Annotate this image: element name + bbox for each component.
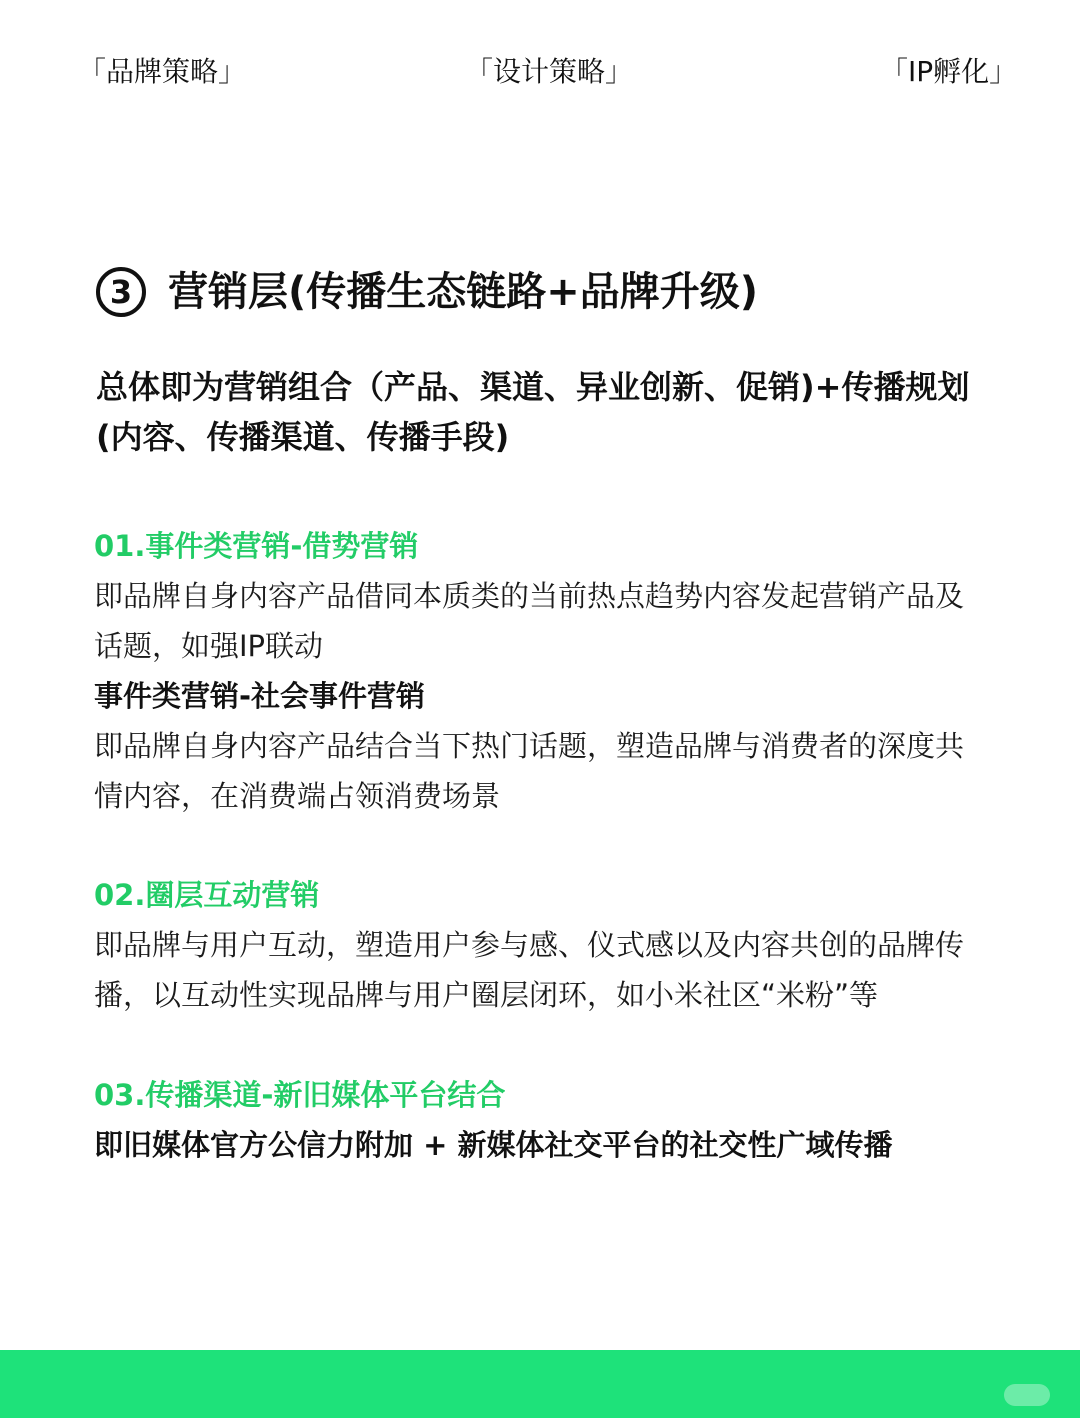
body-line: 情内容，在消费端占领消费场景 [94,779,501,813]
nav-design-strategy[interactable]: 「设计策略」 [465,55,634,88]
body-line: 播，以互动性实现品牌与用户圈层闭环，如小米社区“米粉”等 [94,978,879,1012]
body-line: 即品牌与用户互动，塑造用户参与感、仪式感以及内容共创的品牌传 [94,928,965,962]
nav-ip-incubation[interactable]: 「IP孵化」 [880,55,1018,88]
intro-line: 总体即为营销组合（产品、渠道、异业创新、促销)+传播规划 [96,368,970,406]
block-circle-interaction [94,870,994,1020]
body-line: 即品牌自身内容产品借同本质类的当前热点趋势内容发起营销产品及 [94,579,965,613]
body-line: 即品牌自身内容产品结合当下热门话题，塑造品牌与消费者的深度共 [94,729,965,763]
watermark-icon [1004,1384,1050,1406]
block-event-marketing [94,521,994,821]
body-line: 即旧媒体官方公信力附加 + 新媒体社交平台的社交性广域传播 [94,1128,893,1162]
bottom-color-band [0,1350,1080,1418]
circled-number-icon: 3 [96,267,146,317]
nav-brand-strategy[interactable]: 「品牌策略」 [78,55,247,88]
section-heading [96,262,758,322]
section-title: 营销层(传播生态链路+品牌升级) [168,269,759,315]
block-media-channels [94,1070,994,1170]
intro-paragraph [96,362,996,462]
block-subtitle: 事件类营销-社会事件营销 [94,679,426,713]
block-title: 03.传播渠道-新旧媒体平台结合 [94,1078,506,1112]
block-title: 01.事件类营销-借势营销 [94,529,419,563]
body-line: 话题，如强IP联动 [94,629,324,663]
top-nav [0,52,1080,92]
intro-line: (内容、传播渠道、传播手段) [96,418,510,456]
block-title: 02.圈层互动营销 [94,878,320,912]
